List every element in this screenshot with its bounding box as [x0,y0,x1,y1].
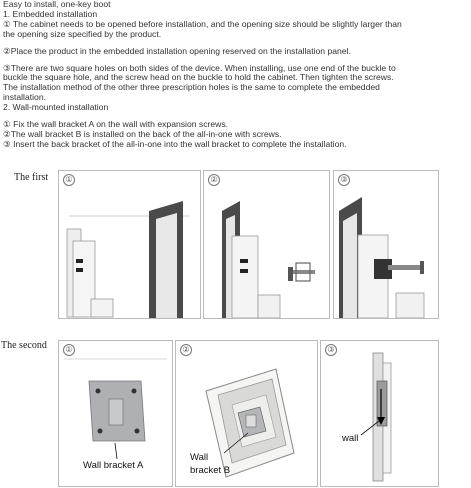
wall-step-2-panel [175,340,318,487]
row-label-second: The second [1,340,47,351]
step-number: ① [63,174,75,186]
intro-line: Easy to install, one-key boot [3,0,111,9]
tighten-screws-illustration [334,171,438,318]
instruction-line: ②Place the product in the embedded installation opening reserved on the installation panel. [3,45,351,56]
step-number: ② [180,344,192,356]
instruction-line: ① The cabinet needs to be opened before installation, and the opening size should be slightly larger than [3,18,402,29]
insert-bracket-illustration [321,341,438,486]
place-product-illustration [204,171,329,318]
instruction-line: ②The wall bracket B is installed on the back of the all-in-one with screws. [3,128,282,139]
section-heading-embedded: 1. Embedded installation [3,8,98,19]
step-number: ② [208,174,220,186]
instruction-line: The installation method of the other three prescription holes is the same to complete the embedded [3,82,380,93]
step-number: ③ [325,344,337,356]
caption-wall: Wall [190,452,209,463]
instruction-line: ① Fix the wall bracket A on the wall with expansion screws. [3,119,229,130]
instruction-line: installation. [3,92,46,103]
caption-bracket-b: bracket B [190,465,231,476]
instruction-line: ③There are two square holes on both sides of the device. When installing, use one end of the buckle to [3,62,396,73]
embedded-step-1-panel [58,170,201,319]
instructions-text [3,0,469,150]
caption-wall-step3: wall [342,433,359,444]
section-heading-wall: 2. Wall-mounted installation [3,102,109,113]
caption-wall-bracket-a: Wall bracket A [83,460,144,471]
cabinet-opening-illustration [59,171,200,318]
wall-step-3-panel [320,340,439,487]
embedded-step-2-panel [203,170,330,319]
step-number: ① [63,344,75,356]
wall-step-1-panel [58,340,173,487]
embedded-step-3-panel [333,170,439,319]
row-label-first: The first [14,172,49,183]
instruction-line: buckle the square hole, and the screw head on the buckle to hold the cabinet. Then tighten the screws. [3,72,394,83]
step-number: ③ [338,174,350,186]
instruction-line: the opening size specified by the product. [3,28,162,39]
instruction-line: ③ Insert the back bracket of the all-in-one into the wall bracket to complete the installation. [3,138,347,149]
